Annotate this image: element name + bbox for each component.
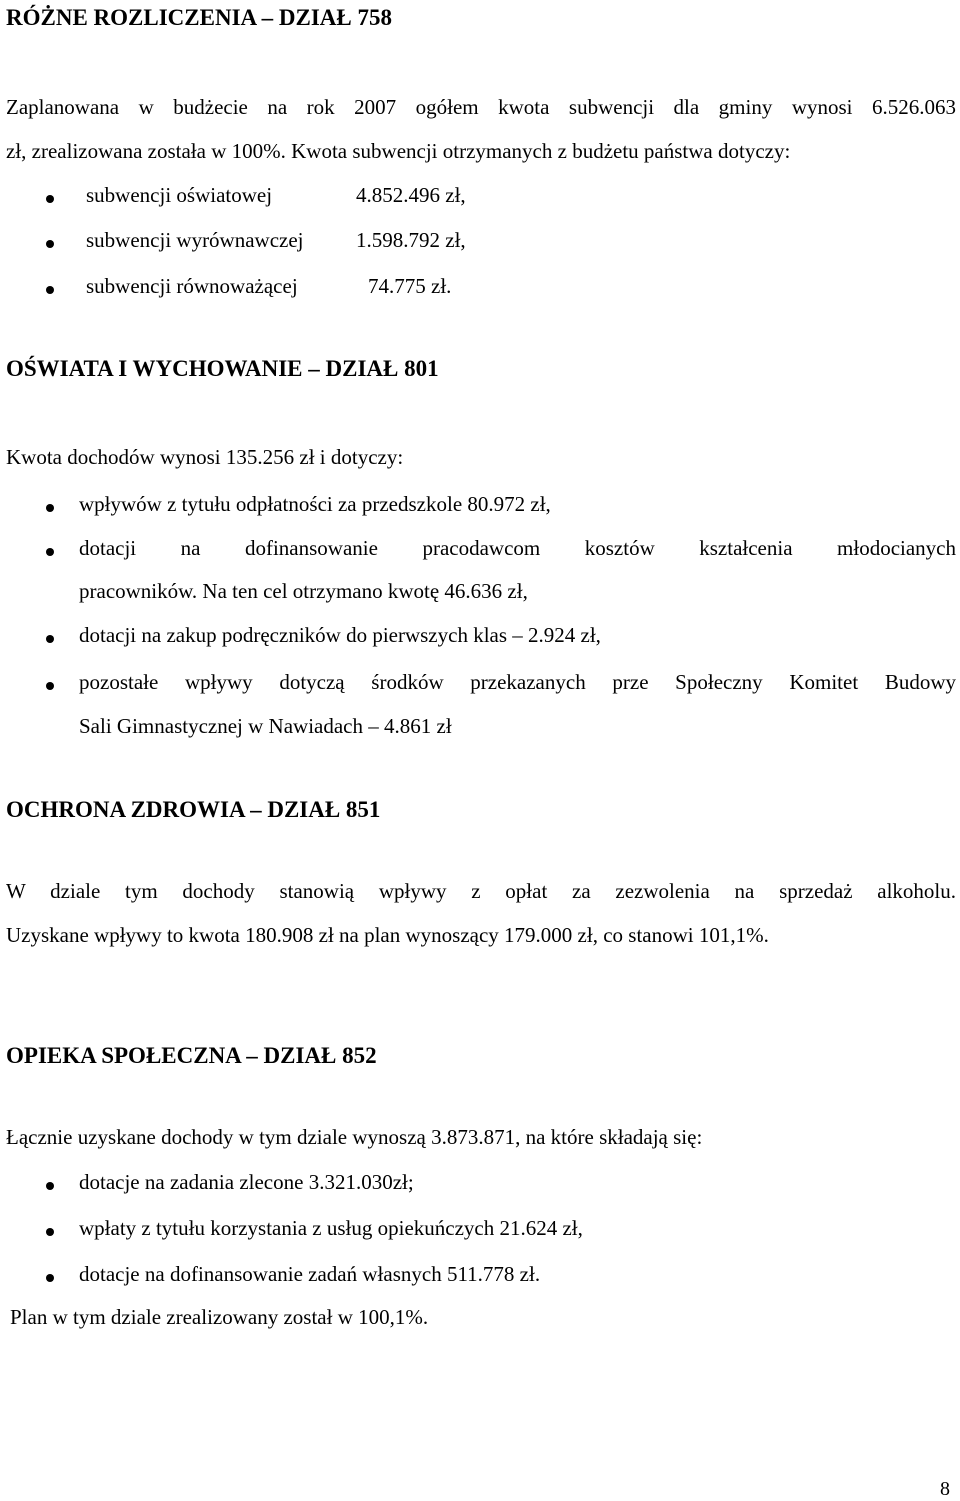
list-item-text: dotacje na dofinansowanie zadań własnych 511.778 zł. (79, 1262, 541, 1286)
paragraph-851-line1: W dziale tym dochody stanowią wpływy z opłat za zezwolenia na sprzedaż alkoholu. (6, 879, 956, 903)
bullet-icon (46, 635, 54, 643)
list-item (6, 1216, 956, 1246)
paragraph-758-line2: zł, zrealizowana została w 100%. Kwota subwencji otrzymanych z budżetu państwa dotyczy: (6, 139, 791, 163)
list-item (6, 492, 956, 522)
bullet-icon (46, 504, 54, 512)
list-item (6, 1262, 956, 1292)
list-item-text-continuation: pracowników. Na ten cel otrzymano kwotę 46.636 zł, (79, 579, 528, 603)
section-heading-758: RÓŻNE ROZLICZENIA – DZIAŁ 758 (6, 5, 392, 30)
list-item-label: subwencji wyrównawczej (86, 228, 304, 252)
list-item (6, 623, 956, 653)
list-item (6, 228, 956, 258)
section-heading-851: OCHRONA ZDROWIA – DZIAŁ 851 (6, 797, 381, 822)
paragraph-852-summary: Plan w tym dziale zrealizowany został w 100,1%. (10, 1305, 429, 1329)
list-item (6, 536, 956, 566)
list-item-text: wpływów z tytułu odpłatności za przedszkole 80.972 zł, (79, 492, 551, 516)
paragraph-801-intro: Kwota dochodów wynosi 135.256 zł i dotyczy: (6, 445, 404, 469)
bullet-icon (46, 286, 54, 294)
list-item-text: dotacje na zadania zlecone 3.321.030zł; (79, 1170, 414, 1194)
list-item-text-continuation: Sali Gimnastycznej w Nawiadach – 4.861 zł (79, 714, 452, 738)
paragraph-852-intro: Łącznie uzyskane dochody w tym dziale wynoszą 3.873.871, na które składają się: (6, 1125, 703, 1149)
list-item (6, 183, 956, 213)
bullet-icon (46, 195, 54, 203)
list-item-amount: 4.852.496 zł, (356, 183, 466, 207)
list-item-label: subwencji oświatowej (86, 183, 273, 207)
list-item-text: pozostałe wpływy dotyczą środków przekazanych prze Społeczny Komitet Budowy (79, 670, 956, 694)
list-item (6, 274, 956, 304)
list-item (6, 1170, 956, 1200)
list-item-amount: 1.598.792 zł, (356, 228, 466, 252)
bullet-icon (46, 1182, 54, 1190)
bullet-icon (46, 1274, 54, 1282)
bullet-icon (46, 548, 54, 556)
section-heading-801: OŚWIATA I WYCHOWANIE – DZIAŁ 801 (6, 356, 439, 381)
page-number: 8 (940, 1478, 950, 1500)
section-heading-852: OPIEKA SPOŁECZNA – DZIAŁ 852 (6, 1043, 377, 1068)
list-item-amount: 74.775 zł. (368, 274, 452, 298)
paragraph-851-line2: Uzyskane wpływy to kwota 180.908 zł na plan wynoszący 179.000 zł, co stanowi 101,1%. (6, 923, 769, 947)
list-item-text: wpłaty z tytułu korzystania z usług opiekuńczych 21.624 zł, (79, 1216, 583, 1240)
paragraph-758-line1: Zaplanowana w budżecie na rok 2007 ogółem kwota subwencji dla gminy wynosi 6.526.063 (6, 95, 956, 119)
list-item (6, 670, 956, 700)
list-item-text: dotacji na zakup podręczników do pierwszych klas – 2.924 zł, (79, 623, 601, 647)
bullet-icon (46, 240, 54, 248)
list-item-label: subwencji równoważącej (86, 274, 298, 298)
list-item-text: dotacji na dofinansowanie pracodawcom kosztów kształcenia młodocianych (79, 536, 956, 560)
bullet-icon (46, 1228, 54, 1236)
bullet-icon (46, 682, 54, 690)
